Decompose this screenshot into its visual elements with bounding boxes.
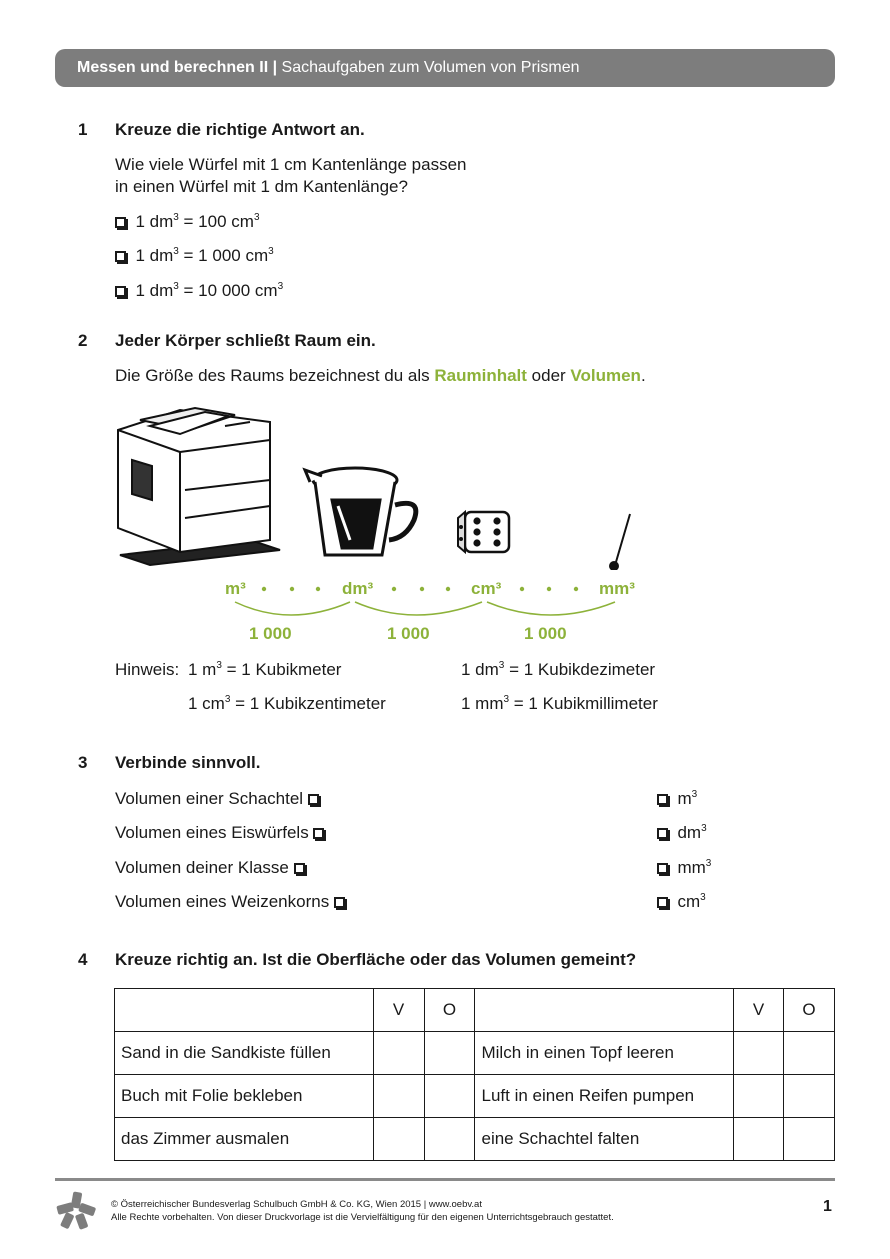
table-row (115, 1032, 835, 1075)
note-dm3: 1 $dm^3 = 1$ Kubikdezimeter (461, 660, 656, 679)
publisher-logo-icon (55, 1190, 97, 1230)
unit-scale (210, 570, 670, 630)
col-v-header: V (373, 989, 424, 1032)
match-left-4[interactable]: Volumen eines Weizenkorns (115, 891, 345, 913)
table-header-row (115, 989, 835, 1032)
answer-cell-v[interactable] (373, 1075, 424, 1118)
factor-3: 1 000 (524, 624, 567, 643)
checkbox[interactable] (657, 794, 668, 805)
unit-m3: m³ (225, 579, 246, 598)
col-v-header: V (734, 989, 784, 1032)
task1-option-1[interactable]: 1 $dm^3 = 100$ $cm^3$ (115, 211, 260, 233)
checkbox[interactable] (334, 897, 345, 908)
task4-number: 4 (78, 950, 88, 969)
task2-title: Jeder Körper schließt Raum ein. (115, 331, 376, 350)
table-cell-text: Buch mit Folie bekleben (115, 1075, 374, 1118)
task2-sentence: Die Größe des Raums bezeichnest du als Rauminhalt oder Volumen. (115, 366, 646, 385)
volume-surface-table (114, 988, 835, 1161)
footer-copyright: © Österreichischer Bundesverlag Schulbuch GmbH & Co. KG, Wien 2015 | www.oebv.at (111, 1199, 482, 1210)
col-o-header: O (424, 989, 475, 1032)
answer-cell-v[interactable] (373, 1118, 424, 1161)
match-left-1[interactable]: Volumen einer Schachtel (115, 788, 319, 810)
page-number: 1 (823, 1198, 832, 1215)
task3-number: 3 (78, 753, 88, 772)
answer-cell-o[interactable] (424, 1075, 475, 1118)
table-row (115, 1118, 835, 1161)
match-right-3[interactable]: $mm^3$ (657, 857, 711, 879)
checkbox[interactable] (308, 794, 319, 805)
answer-cell-o[interactable] (784, 1075, 835, 1118)
task2-number: 2 (78, 331, 88, 350)
task4-title: Kreuze richtig an. Ist die Oberfläche oder das Volumen gemeint? (115, 950, 637, 969)
answer-cell-v[interactable] (734, 1075, 784, 1118)
task1-option-3[interactable]: 1 $dm^3 = 10$ 000 $cm^3$ (115, 280, 283, 302)
pin-icon (609, 514, 630, 570)
scale-arcs (235, 602, 615, 615)
task1-number: 1 (78, 120, 88, 139)
measuring-jug-icon (305, 468, 416, 555)
task3-title: Verbinde sinnvoll. (115, 753, 261, 772)
task1-title: Kreuze die richtige Antwort an. (115, 120, 365, 139)
task1-question-line2: in einen Würfel mit 1 dm Kantenlänge? (115, 177, 408, 196)
table-cell-text: Sand in die Sandkiste füllen (115, 1032, 374, 1075)
answer-cell-o[interactable] (424, 1032, 475, 1075)
footer-rights: Alle Rechte vorbehalten. Von dieser Druckvorlage ist die Vervielfältigung für den eigenen Unterrichtsgebrauch gestattet. (111, 1212, 614, 1223)
note-label: Hinweis: (115, 660, 180, 679)
task1-option-2[interactable]: 1 $dm^3 = 1$ 000 $cm^3$ (115, 245, 274, 267)
answer-cell-o[interactable] (424, 1118, 475, 1161)
volume-illustrations (110, 400, 650, 570)
page-header (55, 49, 835, 87)
checkbox[interactable] (657, 828, 668, 839)
match-right-1[interactable]: $m^3$ (657, 788, 697, 810)
match-left-2[interactable]: Volumen eines Eiswürfels (115, 822, 324, 844)
unit-cm3: cm³ (471, 579, 502, 598)
factor-2: 1 000 (387, 624, 430, 643)
unit-dm3: dm³ (342, 579, 374, 598)
task1-question-line1: Wie viele Würfel mit 1 cm Kantenlänge passen (115, 155, 467, 174)
checkbox[interactable] (294, 863, 305, 874)
table-row (115, 1075, 835, 1118)
answer-cell-v[interactable] (734, 1032, 784, 1075)
footer-divider (55, 1178, 835, 1181)
table-cell-text: das Zimmer ausmalen (115, 1118, 374, 1161)
header-title: Sachaufgaben zum Volumen von Prismen (281, 59, 580, 76)
checkbox[interactable] (115, 286, 126, 297)
match-left-3[interactable]: Volumen deiner Klasse (115, 857, 305, 879)
note-mm3: 1 $mm^3 = 1$ Kubikmillimeter (461, 694, 658, 713)
checkbox[interactable] (657, 863, 668, 874)
checkbox[interactable] (313, 828, 324, 839)
table-cell-text: Luft in einen Reifen pumpen (475, 1075, 734, 1118)
match-right-4[interactable]: $cm^3$ (657, 891, 706, 913)
table-cell-text: Milch in einen Topf leeren (475, 1032, 734, 1075)
unit-mm3: mm³ (599, 579, 635, 598)
printer-icon (118, 408, 280, 565)
header-title-bold: Messen und berechnen II | (77, 59, 278, 76)
checkbox[interactable] (115, 251, 126, 262)
answer-cell-o[interactable] (784, 1118, 835, 1161)
checkbox[interactable] (657, 897, 668, 908)
answer-cell-v[interactable] (373, 1032, 424, 1075)
answer-cell-v[interactable] (734, 1118, 784, 1161)
note-cm3: 1 $cm^3 = 1$ Kubikzentimeter (188, 694, 386, 713)
checkbox[interactable] (115, 217, 126, 228)
note-m3: 1 $m^3 = 1$ Kubikmeter (188, 660, 342, 679)
die-icon (458, 512, 509, 552)
table-cell-text: eine Schachtel falten (475, 1118, 734, 1161)
answer-cell-o[interactable] (784, 1032, 835, 1075)
factor-1: 1 000 (249, 624, 292, 643)
scale-dots (262, 587, 578, 591)
col-o-header: O (784, 989, 835, 1032)
match-right-2[interactable]: $dm^3$ (657, 822, 707, 844)
